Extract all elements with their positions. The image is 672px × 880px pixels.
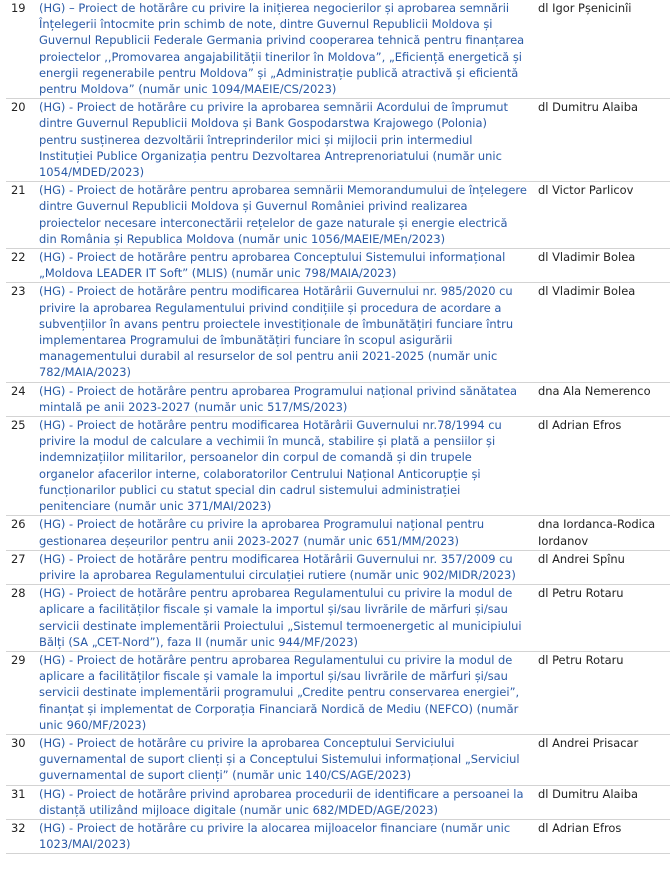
item-number: 20 <box>6 99 37 182</box>
item-number: 29 <box>6 651 37 734</box>
item-number: 27 <box>6 550 37 584</box>
item-title[interactable]: (HG) - Proiect de hotărâre pentru aprobarea Regulamentului cu privire la modul de aplicare a facilităților fiscale și vamale la importul și/sau livrările de mărfuri și/sau servicii destinate implementării Proiectului „Sistemul termoenergetic al municipiului Bălți (SA „CET-Nord”), faza II (număr unic 944/MF/2023) <box>37 585 534 652</box>
table-row <box>6 516 670 550</box>
item-number: 19 <box>6 0 37 99</box>
item-title[interactable]: (HG) - Proiect de hotărâre pentru aprobarea Programului național privind sănătatea mintală pe anii 2023-2027 (număr unic 517/MS/2023) <box>37 382 534 416</box>
item-title[interactable]: (HG) - Proiect de hotărâre pentru modificarea Hotărârii Guvernului nr. 985/2020 cu privire la aprobarea Regulamentului privind condițiile și procedura de acordare a subvențiilor în avans pentru proiectele investiționale de îmbunătățiri funciare întru implementarea Programului de îmbunătățiri funciare în scopul asigurării managementului durabil al resurselor de sol pentru anii 2021-2025 (număr unic 782/MAIA/2023) <box>37 283 534 382</box>
table-row <box>6 182 670 249</box>
item-responsible: dl Vladimir Bolea <box>534 249 670 283</box>
table-row <box>6 785 670 819</box>
table-row <box>6 734 670 785</box>
item-number: 25 <box>6 417 37 516</box>
table-row <box>6 819 670 853</box>
table-row <box>6 283 670 382</box>
item-responsible: dl Igor Pșenicinîi <box>534 0 670 99</box>
table-row <box>6 0 670 99</box>
table-row <box>6 382 670 416</box>
item-title[interactable]: (HG) - Proiect de hotărâre cu privire la aprobarea Programului național pentru gestionarea deșeurilor pentru anii 2023-2027 (număr unic 651/MM/2023) <box>37 516 534 550</box>
item-title[interactable]: (HG) - Proiect de hotărâre cu privire la aprobarea Conceptului Serviciului guvernamental de suport clienți și a Conceptului Sistemului informațional „Serviciul guvernamental de suport clienți” (număr unic 140/CS/AGE/2023) <box>37 734 534 785</box>
item-responsible: dl Vladimir Bolea <box>534 283 670 382</box>
item-responsible: dl Andrei Spînu <box>534 550 670 584</box>
agenda-table <box>6 0 670 854</box>
table-row <box>6 249 670 283</box>
table-row <box>6 99 670 182</box>
item-title[interactable]: (HG) - Proiect de hotărâre privind aprobarea procedurii de identificare a persoanei la distanță utilizând mijloace digitale (număr unic 682/MDED/AGE/2023) <box>37 785 534 819</box>
item-responsible: dl Petru Rotaru <box>534 651 670 734</box>
item-title[interactable]: (HG) - Proiect de hotărâre cu privire la aprobarea semnării Acordului de împrumut dintre Guvernul Republicii Moldova și Bank Gospodarstwa Krajowego (Polonia) pentru susținerea dezvoltării întreprinderilor mici și mijlocii prin intermediul Instituției Publice Organizația pentru Dezvoltarea Antreprenoriatului (număr unic 1054/MDED/2023) <box>37 99 534 182</box>
item-title[interactable]: (HG) - Proiect de hotărâre cu privire la alocarea mijloacelor financiare (număr unic 1023/MAI/2023) <box>37 819 534 853</box>
item-responsible: dl Andrei Prisacar <box>534 734 670 785</box>
table-row <box>6 585 670 652</box>
table-row <box>6 550 670 584</box>
item-number: 32 <box>6 819 37 853</box>
item-number: 26 <box>6 516 37 550</box>
item-number: 21 <box>6 182 37 249</box>
item-responsible: dl Dumitru Alaiba <box>534 99 670 182</box>
item-responsible: dl Dumitru Alaiba <box>534 785 670 819</box>
item-number: 24 <box>6 382 37 416</box>
item-number: 23 <box>6 283 37 382</box>
item-title[interactable]: (HG) - Proiect de hotărâre pentru modificarea Hotărârii Guvernului nr. 357/2009 cu privire la aprobarea Regulamentului circulației rutiere (număr unic 902/MIDR/2023) <box>37 550 534 584</box>
item-responsible: dna Ala Nemerenco <box>534 382 670 416</box>
item-title[interactable]: (HG) - Proiect de hotărâre pentru modificarea Hotărârii Guvernului nr.78/1994 cu privire la modul de calculare a vechimii în muncă, stabilire și plată a pensiilor și indemnizațiilor militarilor, persoanelor din corpul de comandă și din trupele organelor afacerilor interne, colaboratorilor Centrului Național Anticorupție și funcționarilor publici cu statut special din cadrul sistemului administrației penitenciare (număr unic 371/MAI/2023) <box>37 417 534 516</box>
item-title[interactable]: (HG) - Proiect de hotărâre pentru aprobarea Regulamentului cu privire la modul de aplicare a facilităților fiscale și vamale la importul și/sau livrările de mărfuri și/sau servicii destinate implementării programului „Credite pentru conservarea energiei”, finanțat și implementat de Corporația Financiară Nordică de Mediu (NEFCO) (număr unic 960/MF/2023) <box>37 651 534 734</box>
item-responsible: dl Petru Rotaru <box>534 585 670 652</box>
item-responsible: dna Iordanca-Rodica Iordanov <box>534 516 670 550</box>
table-row <box>6 417 670 516</box>
item-number: 28 <box>6 585 37 652</box>
item-number: 30 <box>6 734 37 785</box>
item-number: 31 <box>6 785 37 819</box>
table-row <box>6 651 670 734</box>
item-responsible: dl Victor Parlicov <box>534 182 670 249</box>
item-responsible: dl Adrian Efros <box>534 417 670 516</box>
item-title[interactable]: (HG) - Proiect de hotărâre pentru aprobarea Conceptului Sistemului informațional „Moldova LEADER IT Soft” (MLIS) (număr unic 798/MAIA/2023) <box>37 249 534 283</box>
item-responsible: dl Adrian Efros <box>534 819 670 853</box>
item-title[interactable]: (HG) - Proiect de hotărâre pentru aprobarea semnării Memorandumului de înțelegere dintre Guvernul Republicii Moldova și Guvernul României privind realizarea proiectelor necesare interconectării rețelelor de gaze naturale și energie electrică din România și Republica Moldova (număr unic 1056/MAEIE/MEn/2023) <box>37 182 534 249</box>
item-number: 22 <box>6 249 37 283</box>
item-title[interactable]: (HG) – Proiect de hotărâre cu privire la inițierea negocierilor și aprobarea semnării Înțelegerii întocmite prin schimb de note, dintre Guvernul Republicii Moldova și Guvernul Republicii Federale Germania privind cooperarea tehnică pentru finanțarea proiectelor ,,Promovarea angajabilității tinerilor în Moldova”, „Eficiență energetică și energii regenerabile pentru Moldova” și „Administrație publică atractivă și eficientă pentru Moldova” (număr unic 1094/MAEIE/CS/2023) <box>37 0 534 99</box>
agenda-body <box>6 0 670 854</box>
